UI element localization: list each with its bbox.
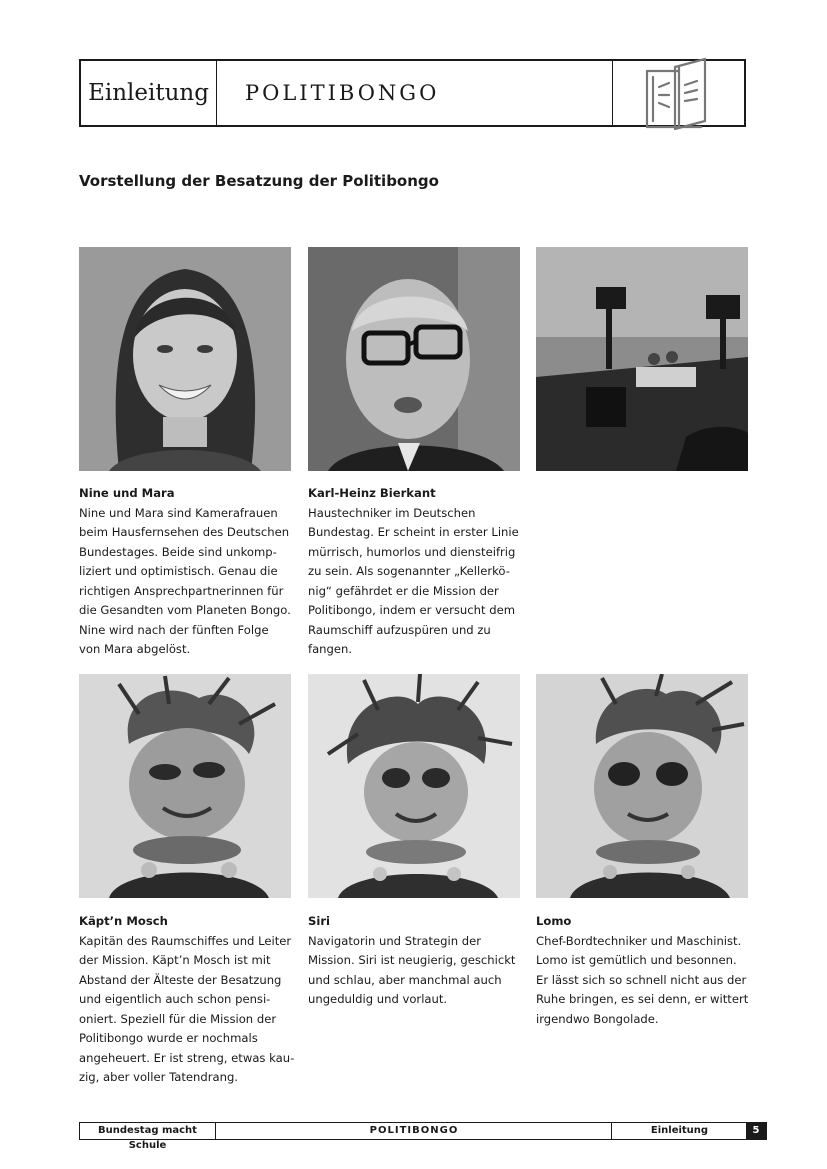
- header-section-label: Einleitung: [81, 61, 217, 125]
- crew-name: Siri: [308, 914, 331, 928]
- caption-siri: [308, 912, 530, 1010]
- crew-text-line: Politibongo, indem er versucht dem: [308, 603, 516, 617]
- crew-name: Karl-Heinz Bierkant: [308, 486, 436, 500]
- footer-section-label: Einleitung: [650, 1125, 709, 1136]
- crew-text-line: angeheuert. Er ist streng, etwas kau-: [79, 1050, 295, 1065]
- crew-text-line: Mission. Siri ist neugierig, geschickt: [308, 953, 516, 967]
- crew-text-line: beim Hausfernsehen des Deutschen: [79, 525, 290, 539]
- crew-text-line: richtigen Ansprechpartnerinnen für: [79, 583, 284, 598]
- crew-text-line: ungeduldig und vorlaut.: [308, 992, 448, 1006]
- photo-nine-und-mara: [79, 247, 291, 471]
- crew-text-line: Raumschiff aufzuspüren und zu: [308, 622, 491, 637]
- crew-text-line: und schlau, aber manchmal auch: [308, 972, 502, 987]
- photo-karl-heinz-bierkant: [308, 247, 520, 471]
- crew-name: Lomo: [536, 914, 572, 928]
- page-number: 5: [746, 1122, 766, 1140]
- crew-text-line: fangen.: [308, 642, 353, 656]
- crew-text-line: Chef-Bordtechniker und Maschinist.: [536, 933, 742, 948]
- footer-title: POLITIBONGO: [369, 1125, 459, 1136]
- crew-text-line: liziert und optimistisch. Genau die: [79, 564, 278, 578]
- photo-studio-cameras: [536, 247, 748, 471]
- footer-section: [611, 1123, 747, 1139]
- crew-text-line: zu sein. Als sogenannter „Kellerkö-: [308, 564, 510, 578]
- crew-name: Nine und Mara: [79, 486, 175, 500]
- photo-kaeptn-mosch: [79, 674, 291, 898]
- crew-text-line: Ruhe bringen, es sei denn, er wittert: [536, 992, 749, 1006]
- photo-lomo: [536, 674, 748, 898]
- crew-text-line: nig“ gefährdet er die Mission der: [308, 583, 499, 598]
- crew-text-line: zig, aber voller Tatendrang.: [79, 1070, 238, 1084]
- footer-publisher: Bundestag macht Schule: [80, 1123, 216, 1139]
- header-logo-box: [612, 61, 746, 125]
- crew-text-line: Nine und Mara sind Kamerafrauen: [79, 505, 278, 520]
- crew-text-line: von Mara abgelöst.: [79, 642, 191, 656]
- section-title: Vorstellung der Besatzung der Politibongo: [79, 172, 439, 190]
- caption-kaeptn-mosch: [79, 912, 301, 1088]
- crew-text-line: Navigatorin und Strategin der: [308, 933, 482, 948]
- photo-siri: [308, 674, 520, 898]
- crew-text-line: irgendwo Bongolade.: [536, 1011, 659, 1026]
- crew-text-line: Nine wird nach der fünften Folge: [79, 622, 269, 637]
- crew-text-line: Bundestages. Beide sind unkomp-: [79, 544, 277, 559]
- open-door-sketch-icon: [639, 41, 723, 133]
- crew-text-line: Lomo ist gemütlich und besonnen.: [536, 953, 737, 967]
- crew-text-line: oniert. Speziell für die Mission der: [79, 1011, 277, 1026]
- crew-text-line: mürrisch, humorlos und diensteifrig: [308, 544, 516, 559]
- crew-text-line: der Mission. Käpt’n Mosch ist mit: [79, 953, 271, 967]
- caption-lomo: [536, 912, 758, 1029]
- crew-text-line: Politibongo wurde er nochmals: [79, 1031, 258, 1045]
- crew-text-line: Abstand der Älteste der Besatzung: [79, 972, 282, 987]
- caption-nine-und-mara: [79, 484, 301, 660]
- header-title: POLITIBONGO: [245, 81, 440, 105]
- page-footer: [79, 1122, 767, 1151]
- crew-text-line: Er lässt sich so schnell nicht aus der: [536, 972, 747, 987]
- crew-text-line: die Gesandten vom Planeten Bongo.: [79, 603, 291, 617]
- crew-text-line: und eigentlich auch schon pensi-: [79, 992, 271, 1006]
- crew-text-line: Kapitän des Raumschiffes und Leiter: [79, 933, 292, 948]
- crew-text-line: Haustechniker im Deutschen: [308, 505, 476, 520]
- crew-text-line: Bundestag. Er scheint in erster Linie: [308, 525, 519, 539]
- caption-karl-heinz-bierkant: [308, 484, 530, 660]
- page-header: [79, 59, 746, 127]
- crew-name: Käpt’n Mosch: [79, 914, 168, 928]
